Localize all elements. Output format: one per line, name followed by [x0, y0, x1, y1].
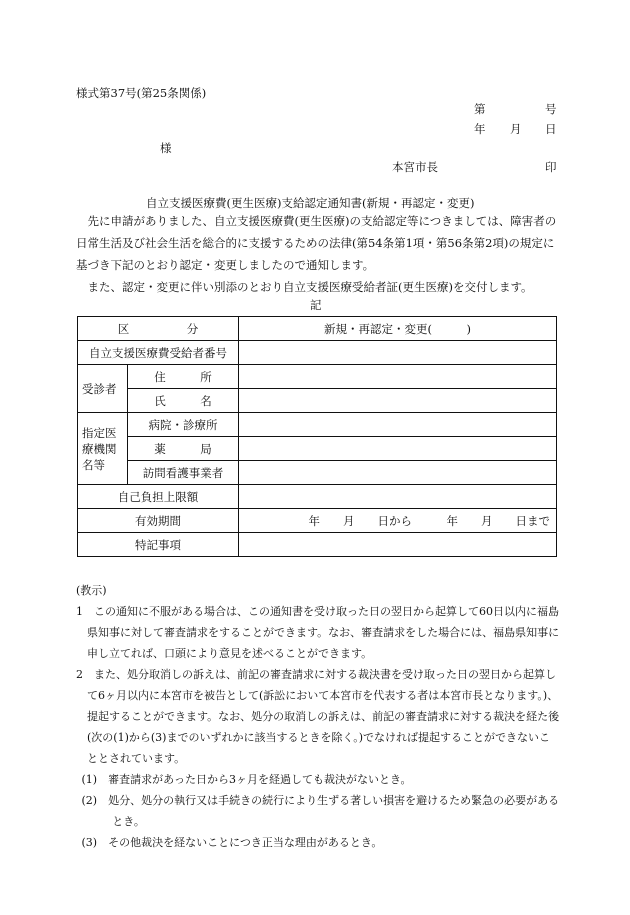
hospital-label: 病院・診療所 [127, 413, 238, 437]
issuer-name: 本宮市長 [392, 160, 438, 174]
table-row [78, 389, 557, 413]
header-status: 新規・再認定・変更( ) [239, 317, 557, 341]
pharmacy-value [239, 437, 557, 461]
instruction-subitem-1: (1) 審査請求があった日から3ヶ月を経過しても裁決がないとき。 [81, 773, 412, 786]
pharmacy-label: 薬 局 [127, 437, 238, 461]
date-year: 年 [474, 122, 486, 136]
copay-limit-value [239, 485, 557, 509]
instruction-subitem-2: (2) 処分、処分の執行又は手続きの続行により生ずる著しい損害を避けるため緊急の必要があるとき。 [81, 794, 560, 828]
table-row [78, 341, 557, 365]
patient-group-label: 受診者 [78, 365, 128, 413]
remarks-label: 特記事項 [78, 533, 239, 557]
name-value [239, 389, 557, 413]
date-day: 日 [545, 122, 557, 136]
table-row [78, 533, 557, 557]
address-label: 住 所 [127, 365, 238, 389]
instruction-subitem-3: (3) その他裁決を経ないことにつき正当な理由があるとき。 [81, 836, 383, 849]
remarks-value [239, 533, 557, 557]
copay-limit-label: 自己負担上限額 [78, 485, 239, 509]
name-label: 氏 名 [127, 389, 238, 413]
recipient-number-label: 自立支援医療費受給者番号 [78, 341, 239, 365]
table-row [78, 461, 557, 485]
ki-heading: 記 [310, 298, 322, 312]
validity-label: 有効期間 [78, 509, 239, 533]
date-month: 月 [510, 122, 522, 136]
nursing-label: 訪問看護事業者 [127, 461, 238, 485]
body-paragraph-1: 先に申請がありました、自立支援医療費(更生医療)の支給認定等につきましては、障害者の日常生活及び社会生活を総合的に支援するための法律(第54条第1項・第56条第2項)の規定に基づき下記のとおり認定・変更しましたので通知します。 [76, 214, 557, 272]
addressee-suffix: 様 [160, 141, 172, 155]
institution-group-label: 指定医療機関名等 [78, 413, 128, 485]
instruction-item-2: 2 また、処分取消しの訴えは、前記の審査請求に対する裁決書を受け取った日の翌日から起算して6ヶ月以内に本宮市を被告として(訴訟において本宮市を代表する者は本宮市長となります。)、提起することができます。なお、処分の取消しの訴えは、前記の審査請求に対する裁決を経た後(次の(1)から(3)までのいずれかに該当するときを除く。)でなければ提起することができないこととされています。 [76, 668, 560, 765]
form-label: 様式第37号(第25条関係) [76, 86, 207, 100]
instructions-heading: (教示) [76, 584, 107, 597]
recipient-number-value [239, 341, 557, 365]
issuer-seal: 印 [545, 160, 557, 174]
table-row [78, 509, 557, 533]
document-title: 自立支援医療費(更生医療)支給認定通知書(新規・再認定・変更) [146, 196, 475, 210]
doc-number-suffix: 号 [545, 102, 557, 116]
address-value [239, 365, 557, 389]
table-row [78, 485, 557, 509]
nursing-value [239, 461, 557, 485]
table-row [78, 365, 557, 389]
hospital-value [239, 413, 557, 437]
table-row [78, 317, 557, 341]
validity-value: 年 月 日から 年 月 日まで [239, 509, 557, 533]
instructions-section [76, 580, 560, 853]
certification-table [77, 316, 557, 557]
doc-number-prefix: 第 [474, 102, 486, 116]
header-category: 区 分 [78, 317, 239, 341]
body-paragraph-2: また、認定・変更に伴い別添のとおり自立支援医療受給者証(更生医療)を交付します。 [87, 280, 533, 294]
table-row [78, 413, 557, 437]
instruction-item-1: 1 この通知に不服がある場合は、この通知書を受け取った日の翌日から起算して60日以内に福島県知事に対して審査請求をすることができます。なお、審査請求をした場合には、福島県知事に申し立てれば、口頭により意見を述べることができます。 [76, 605, 560, 660]
table-row [78, 437, 557, 461]
